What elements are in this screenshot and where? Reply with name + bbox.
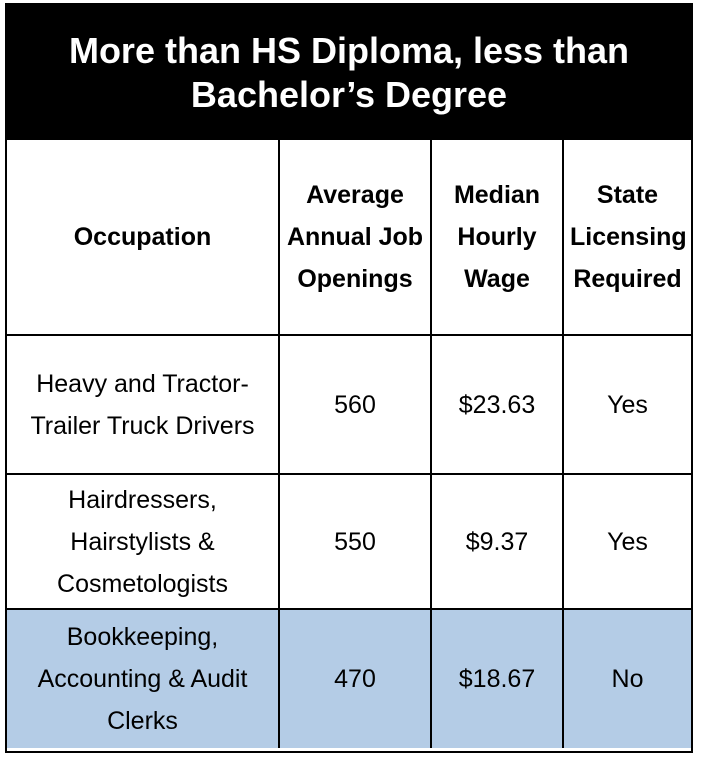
table-row-highlighted [7, 609, 691, 748]
header-occupation: Occupation [7, 140, 279, 335]
header-licensing: State Licensing Required [563, 140, 691, 335]
occupation-table [7, 140, 691, 748]
occupation-table-container [5, 3, 693, 753]
cell-occupation: Bookkeeping, Accounting & Audit Clerks [7, 609, 279, 748]
table-row [7, 335, 691, 474]
cell-licensing: Yes [563, 335, 691, 474]
cell-licensing: Yes [563, 474, 691, 609]
cell-openings: 560 [279, 335, 431, 474]
cell-occupation: Hairdressers, Hairstylists & Cosmetologists [7, 474, 279, 609]
table-title: More than HS Diploma, less than Bachelor’s Degree [7, 5, 691, 140]
header-openings: Average Annual Job Openings [279, 140, 431, 335]
table-row [7, 474, 691, 609]
cell-openings: 550 [279, 474, 431, 609]
cell-openings: 470 [279, 609, 431, 748]
cell-wage: $9.37 [431, 474, 563, 609]
cell-licensing: No [563, 609, 691, 748]
cell-occupation: Heavy and Tractor-Trailer Truck Drivers [7, 335, 279, 474]
cell-wage: $18.67 [431, 609, 563, 748]
header-row [7, 140, 691, 335]
header-wage: Median Hourly Wage [431, 140, 563, 335]
cell-wage: $23.63 [431, 335, 563, 474]
